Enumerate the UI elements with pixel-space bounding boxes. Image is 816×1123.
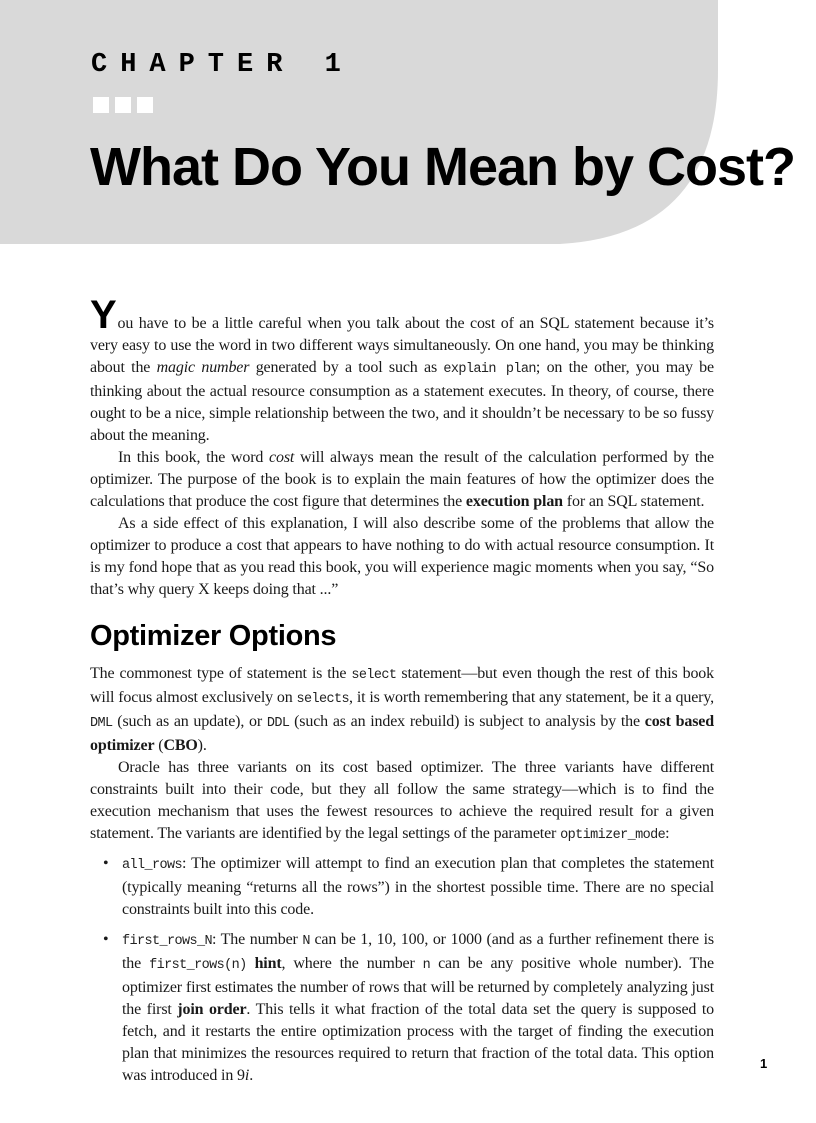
list-item <box>103 853 714 921</box>
body-content <box>90 293 714 1095</box>
text-run: generated by a tool such as <box>249 359 444 376</box>
intro-paragraph-2 <box>90 447 714 513</box>
inline-code: selects <box>296 692 350 707</box>
bold-term: join order <box>177 1001 247 1018</box>
text-run: . <box>249 1067 254 1084</box>
text-run: , it is worth remembering that any statement, be it a query, <box>349 689 714 706</box>
bullet-icon: • <box>103 931 109 948</box>
text-run <box>247 955 255 972</box>
emphasis-text: magic number <box>156 359 250 376</box>
intro-paragraph-3 <box>90 513 714 601</box>
optimizer-mode-list <box>90 853 714 1087</box>
text-run: ; on the other, you may be thinking about the actual resource consumption as a statement executes. In theory, of course, there ought to be a nice, simple relationship between the two, and it shouldn’t be necessary to be so fussy about the meaning. <box>90 359 714 444</box>
text-run: : The optimizer will attempt to find an execution plan that completes the statement (typically meaning “returns all the rows”) in the shortest possible time. There are no special constraints built into this code. <box>122 855 714 918</box>
intro-paragraph-1 <box>90 293 714 447</box>
inline-code: DML <box>90 716 113 731</box>
list-item-text <box>122 853 714 921</box>
chapter-title: What Do You Mean by Cost? <box>90 137 796 197</box>
list-item <box>103 929 714 1087</box>
text-run: ). <box>197 737 207 754</box>
section-heading: Optimizer Options <box>90 620 337 652</box>
section-paragraph-1 <box>90 663 714 757</box>
inline-code: optimizer_mode <box>560 828 666 843</box>
drop-cap: Y <box>90 293 117 337</box>
text-run: As a side effect of this explanation, I will also describe some of the problems that allow the optimizer to produce a cost that appears to have nothing to do with actual resource consumption. It is my fond hope that as you read this book, you will experience magic moments when you say, “So that’s why query X keeps doing that ...” <box>90 515 714 598</box>
page-number: 1 <box>760 1056 768 1071</box>
inline-code: first_rows_N <box>122 934 213 949</box>
decoration-square <box>137 97 153 113</box>
chapter-decoration-squares <box>93 97 153 113</box>
header-background <box>0 0 816 265</box>
text-run: , where the number <box>281 955 423 972</box>
inline-code: all_rows <box>122 858 183 873</box>
text-run: statement—but even though the rest of this book will focus almost exclusively on <box>90 665 714 706</box>
emphasis-text: cost <box>269 449 295 466</box>
inline-code: select <box>351 668 397 683</box>
intro-paragraph-1-text <box>90 315 714 444</box>
text-run: : <box>665 825 670 842</box>
chapter-label: CHAPTER 1 <box>91 50 354 80</box>
emphasis-text: i <box>244 1067 250 1084</box>
text-run: will always mean the result of the calculation performed by the optimizer. The purpose of the book is to explain the main features of how the optimizer does the calculations that produce the cost figure that determines the <box>90 449 714 510</box>
text-run: ( <box>154 737 164 754</box>
inline-code: explain plan <box>443 362 536 377</box>
inline-code: n <box>422 958 431 973</box>
text-run: for an SQL statement. <box>562 493 705 510</box>
list-item-text <box>122 929 714 1087</box>
decoration-square <box>115 97 131 113</box>
inline-code: N <box>302 934 310 949</box>
inline-code: first_rows(n) <box>149 958 247 973</box>
text-run: In this book, the word <box>118 449 270 466</box>
text-run: Oracle has three variants on its cost based optimizer. The three variants have different constraints built into their code, but they all follow the same strategy—which is to find the execution mechanism that uses the fewest resources to achieve the required result for a given statement. The variants are identified by the legal settings of the parameter <box>90 759 714 842</box>
bold-term: CBO <box>163 737 198 754</box>
text-run: . This tells it what fraction of the total data set the query is supposed to fetch, and it restarts the entire optimization process with the target of finding the execution plan that minimizes the resources required to return that fraction of the total data. This option was introduced in 9 <box>122 1001 714 1084</box>
bold-term: hint <box>254 955 282 972</box>
text-run: can be 1, 10, 100, or 1000 (and as a further refinement there is the <box>122 931 714 972</box>
bold-term: cost based optimizer <box>90 713 714 754</box>
text-run: : The number <box>212 931 303 948</box>
inline-code: DDL <box>266 716 290 731</box>
bold-term: execution plan <box>465 493 563 510</box>
text-run: can be any positive whole number). The optimizer first estimates the number of rows that will be returned by completely analyzing just the first <box>122 955 714 1018</box>
section-paragraph-2 <box>90 757 714 847</box>
text-run: (such as an update), or <box>112 713 267 730</box>
decoration-square <box>93 97 109 113</box>
text-run: (such as an index rebuild) is subject to analysis by the <box>289 713 645 730</box>
chapter-header-band <box>0 0 816 265</box>
text-run: The commonest type of statement is the <box>90 665 352 682</box>
text-run: ou have to be a little careful when you talk about the cost of an SQL statement because it’s very easy to use the word in two different ways simultaneously. On one hand, you may be thinking about the <box>90 315 714 376</box>
bullet-icon: • <box>103 855 109 872</box>
